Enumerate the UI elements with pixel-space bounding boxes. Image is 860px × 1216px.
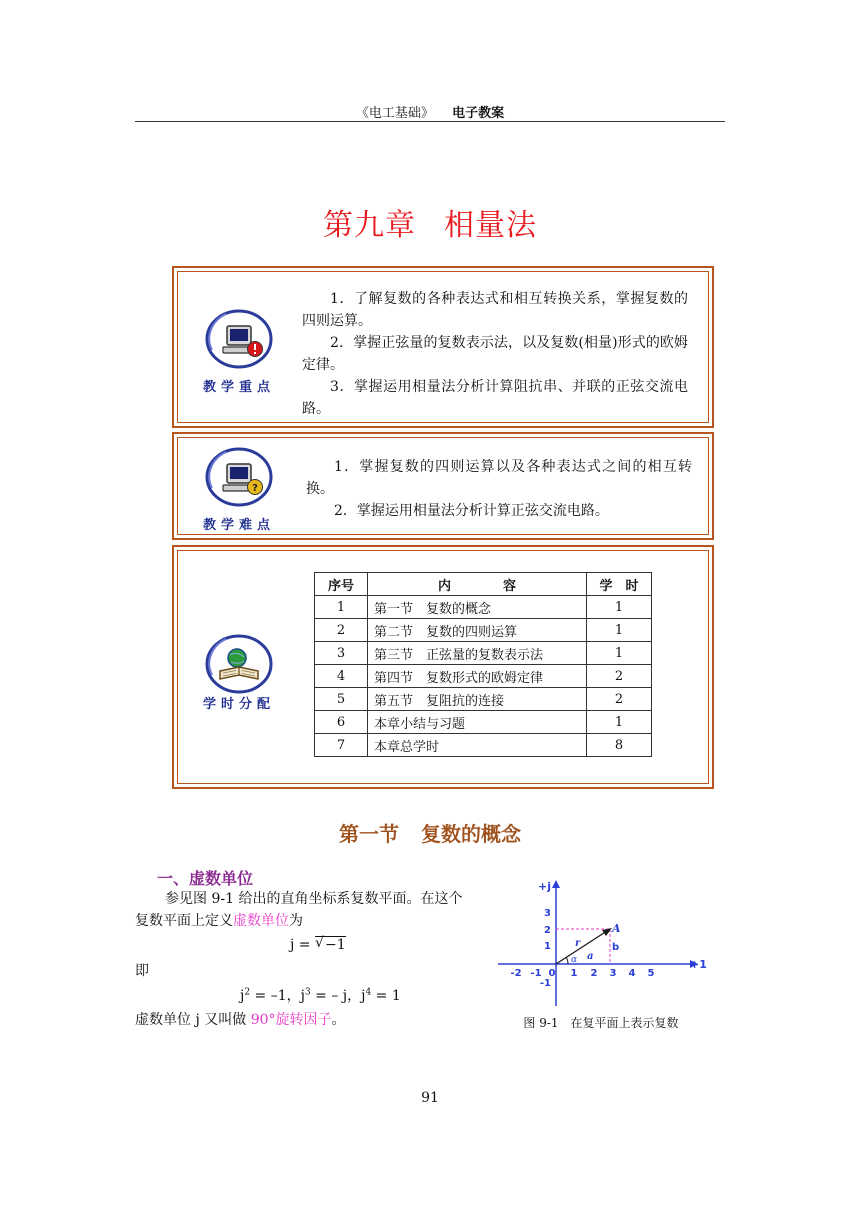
difficult-point-item: 2．掌握运用相量法分析计算正弦交流电路。 [334, 503, 609, 519]
key-points-badge [196, 306, 282, 395]
body-line: 参见图 9-1 给出的直角坐标系复数平面。在这个 [165, 891, 463, 907]
x-tick-label: -1 [530, 968, 542, 979]
section-number: 第一节 [339, 822, 399, 846]
angle-arc [566, 957, 568, 964]
difficult-points-text [306, 456, 692, 522]
x-tick-label: 1 [570, 968, 578, 979]
difficult-points-label: 教学难点 [202, 518, 275, 533]
table-row [315, 734, 652, 757]
a-label: a [587, 951, 594, 962]
key-points-box [172, 266, 714, 428]
header-rule [135, 121, 725, 122]
ji-word: 即 [135, 963, 149, 979]
table-cell: 第五节 复阻抗的连接 [368, 688, 587, 711]
x-tick-label: 2 [590, 968, 598, 979]
body-text-segment: 。 [331, 1012, 346, 1028]
y-tick-label: 1 [544, 941, 551, 952]
column-header: 内 容 [368, 573, 587, 596]
key-points-text [302, 288, 688, 420]
chapter-number: 第九章 [323, 208, 416, 243]
x-axis-label: +1 [690, 958, 707, 971]
y-axis-arrow-icon [552, 880, 560, 888]
y-axis-label: +j [538, 880, 551, 893]
table-row [315, 596, 652, 619]
table-cell: 本章小结与习题 [368, 711, 587, 734]
formula-powers: $j^2 = -1$，$j^3$ = – j，$j^4 = 1$ [240, 987, 401, 1004]
page-number: 91 [421, 1090, 439, 1106]
y-tick-label: 2 [544, 925, 551, 936]
table-cell: 1 [315, 596, 368, 619]
table-cell: 1 [587, 711, 652, 734]
term-imaginary-unit: 虚数单位 [233, 913, 289, 929]
table-cell: 2 [587, 688, 652, 711]
table-cell: 4 [315, 665, 368, 688]
vector-r [556, 931, 607, 964]
r-label: r [575, 938, 581, 949]
computer-alert-icon [196, 306, 282, 370]
sqrt-radicand: √ −1 [314, 935, 346, 953]
difficult-point-item: 1．掌握复数的四则运算以及各种表达式之间的相互转换。 [306, 459, 692, 497]
body-text-segment: 复数平面上定义 [135, 913, 233, 929]
table-cell: 1 [587, 619, 652, 642]
table-header-row [315, 573, 652, 596]
difficult-points-badge [196, 444, 282, 533]
formula-j [290, 934, 346, 956]
term-rotation-factor: 90°旋转因子 [250, 1012, 332, 1028]
table-cell: 1 [587, 642, 652, 665]
key-point-item: 1．了解复数的各种表达式和相互转换关系，掌握复数的四则运算。 [302, 291, 688, 329]
figure-caption: 图 9-1 在复平面上表示复数 [523, 1016, 679, 1030]
column-header: 学 时 [587, 573, 652, 596]
subsection-title: 一、虚数单位 [157, 869, 254, 888]
schedule-table [314, 572, 652, 757]
table-cell: 1 [587, 596, 652, 619]
y-tick-label: 3 [544, 908, 551, 919]
table-cell: 第二节 复数的四则运算 [368, 619, 587, 642]
key-point-item: 3．掌握运用相量法分析计算阻抗串、并联的正弦交流电路。 [302, 379, 688, 417]
table-cell: 2 [315, 619, 368, 642]
section-title [0, 818, 860, 847]
body-text-segment: 虚数单位 j 又叫做 [135, 1012, 251, 1028]
x-tick-label: 3 [609, 968, 617, 979]
svg-text:?: ? [252, 483, 258, 494]
table-cell: 第三节 正弦量的复数表示法 [368, 642, 587, 665]
chapter-title [0, 200, 860, 244]
body-text-segment: 为 [289, 913, 303, 929]
table-row [315, 688, 652, 711]
x-tick-label: -2 [510, 968, 522, 979]
section-name: 复数的概念 [421, 822, 521, 846]
body-line [135, 1009, 346, 1031]
table-row [315, 619, 652, 642]
schedule-label: 学时分配 [202, 697, 275, 712]
column-header: 序号 [315, 573, 368, 596]
body-line [135, 910, 303, 932]
table-cell: 第四节 复数形式的欧姆定律 [368, 665, 587, 688]
point-label: A [612, 922, 621, 935]
table-cell: 第一节 复数的概念 [368, 596, 587, 619]
angle-label: α [571, 955, 578, 965]
table-row [315, 665, 652, 688]
table-row [315, 642, 652, 665]
table-cell: 6 [315, 711, 368, 734]
y-tick-label: -1 [539, 978, 551, 989]
b-label: b [612, 942, 620, 953]
table-cell: 3 [315, 642, 368, 665]
header-book-title: 《电工基础》 [355, 106, 434, 121]
schedule-box [172, 545, 714, 789]
table-cell: 2 [587, 665, 652, 688]
schedule-badge [196, 631, 282, 712]
key-point-item: 2．掌握正弦量的复数表示法，以及复数(相量)形式的欧姆定律。 [302, 335, 688, 373]
x-tick-label: 0 [548, 968, 556, 979]
computer-question-icon [196, 444, 282, 508]
table-row [315, 711, 652, 734]
chapter-name: 相量法 [444, 208, 537, 243]
formula-left: j = [290, 937, 315, 953]
table-cell: 7 [315, 734, 368, 757]
x-tick-label: 4 [628, 968, 636, 979]
page-header [0, 102, 860, 121]
x-tick-label: 5 [647, 968, 655, 979]
table-cell: 本章总学时 [368, 734, 587, 757]
key-points-label: 教学重点 [202, 380, 275, 395]
table-cell: 8 [587, 734, 652, 757]
table-cell: 5 [315, 688, 368, 711]
header-label: 电子教案 [452, 106, 505, 121]
complex-plane-figure [494, 876, 710, 1010]
globe-book-icon [196, 631, 282, 695]
difficult-points-box [172, 432, 714, 540]
